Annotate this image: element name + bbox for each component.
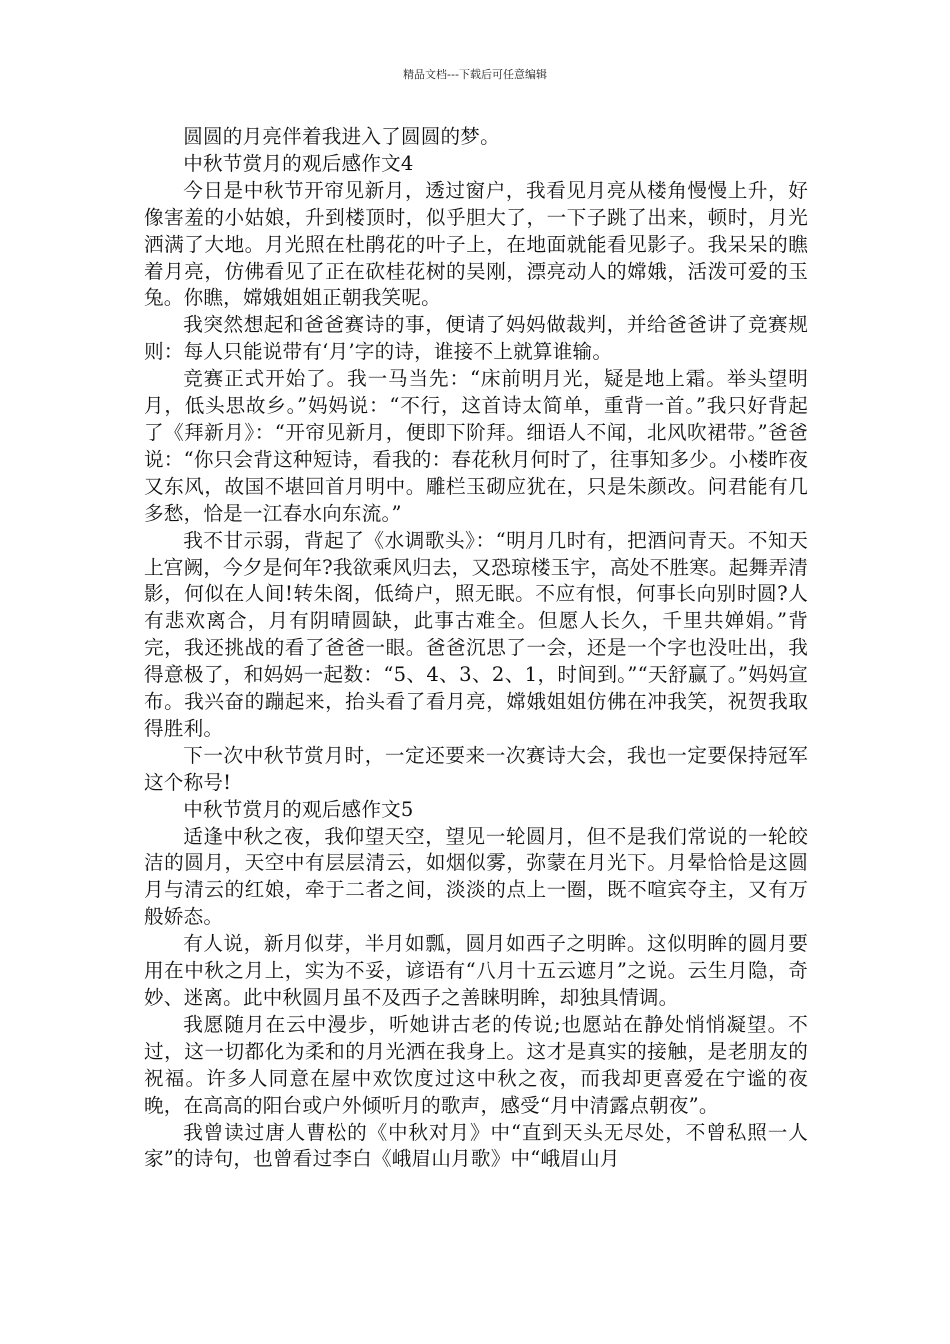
- section-heading: 中秋节赏月的观后感作文5: [183, 797, 414, 821]
- paragraph: 下一次中秋节赏月时，一定还要来一次赛诗大会，我也一定要保持冠军这个称号!: [144, 743, 808, 794]
- paragraph: 圆圆的月亮伴着我进入了圆圆的梦。: [183, 125, 500, 148]
- page-header: 精品文档---下载后可任意编辑: [403, 68, 547, 81]
- paragraph: 竞赛正式开始了。我一马当先：“床前明月光，疑是地上霜。举头望明月，低头思故乡。”妈妈说：“不行，这首诗太简单，重背一首。”我只好背起了《拜新月》：“开帘见新月，便即下阶拜。细语人不闻，北风吹裙带。”爸爸说：“你只会背这种短诗，看我的：春花秋月何时了，往事知多少。小楼昨夜又东风，故国不堪回首月明中。雕栏玉砌应犹在，只是朱颜改。问君能有几多愁，恰是一江春水向东流。”: [144, 367, 808, 525]
- document-body: [144, 124, 808, 1173]
- paragraph: 有人说，新月似芽，半月如瓢，圆月如西子之明眸。这似明眸的圆月要用在中秋之月上，实为不妥，谚语有“八月十五云遮月”之说。云生月隐，奇妙、迷离。此中秋圆月虽不及西子之善睐明眸，却独具情调。: [144, 932, 808, 1009]
- section-heading: 中秋节赏月的观后感作文4: [183, 151, 414, 175]
- paragraph: 我突然想起和爸爸赛诗的事，便请了妈妈做裁判，并给爸爸讲了竞赛规则：每人只能说带有‘月’字的诗，谁接不上就算谁输。: [144, 313, 808, 364]
- paragraph: 适逢中秋之夜，我仰望天空，望见一轮圆月，但不是我们常说的一轮皎洁的圆月，天空中有层层清云，如烟似雾，弥蒙在月光下。月晕恰恰是这圆月与清云的红娘，牵于二者之间，淡淡的点上一圈，既不喧宾夺主，又有万般娇态。: [144, 824, 808, 929]
- paragraph: 我愿随月在云中漫步，听她讲古老的传说;也愿站在静处悄悄凝望。不过，这一切都化为柔和的月光洒在我身上。这才是真实的接触，是老朋友的祝福。许多人同意在屋中欢饮度过这中秋之夜，而我却更喜爱在宁谧的夜晚，在高高的阳台或户外倾听月的歌声，感受“月中清露点朝夜”。: [144, 1012, 808, 1117]
- paragraph: 我不甘示弱，背起了《水调歌头》：“明月几时有，把酒问青天。不知天上宫阙，今夕是何年?我欲乘风归去，又恐琼楼玉宇，高处不胜寒。起舞弄清影，何似在人间!转朱阁，低绮户，照无眠。不应有恨，何事长向别时圆?人有悲欢离合，月有阴晴圆缺，此事古难全。但愿人长久，千里共婵娟。”背完，我还挑战的看了爸爸一眼。爸爸沉思了一会，还是一个字也没吐出，我得意极了，和妈妈一起数：“5、4、3、2、1，时间到。”“天舒赢了。”妈妈宣布。我兴奋的蹦起来，抬头看了看月亮，嫦娥姐姐仿佛在冲我笑，祝贺我取得胜利。: [144, 528, 808, 740]
- paragraph: 今日是中秋节开帘见新月，透过窗户，我看见月亮从楼角慢慢上升，好像害羞的小姑娘，升到楼顶时，似乎胆大了，一下子跳了出来，顿时，月光洒满了大地。月光照在杜鹃花的叶子上，在地面就能看见影子。我呆呆的瞧着月亮，仿佛看见了正在砍桂花树的吴刚，漂亮动人的嫦娥，活泼可爱的玉兔。你瞧，嫦娥姐姐正朝我笑呢。: [144, 178, 808, 310]
- paragraph: 我曾读过唐人曹松的《中秋对月》中“直到天头无尽处，不曾私照一人家”的诗句，也曾看过李白《峨眉山月歌》中“峨眉山月: [144, 1120, 808, 1171]
